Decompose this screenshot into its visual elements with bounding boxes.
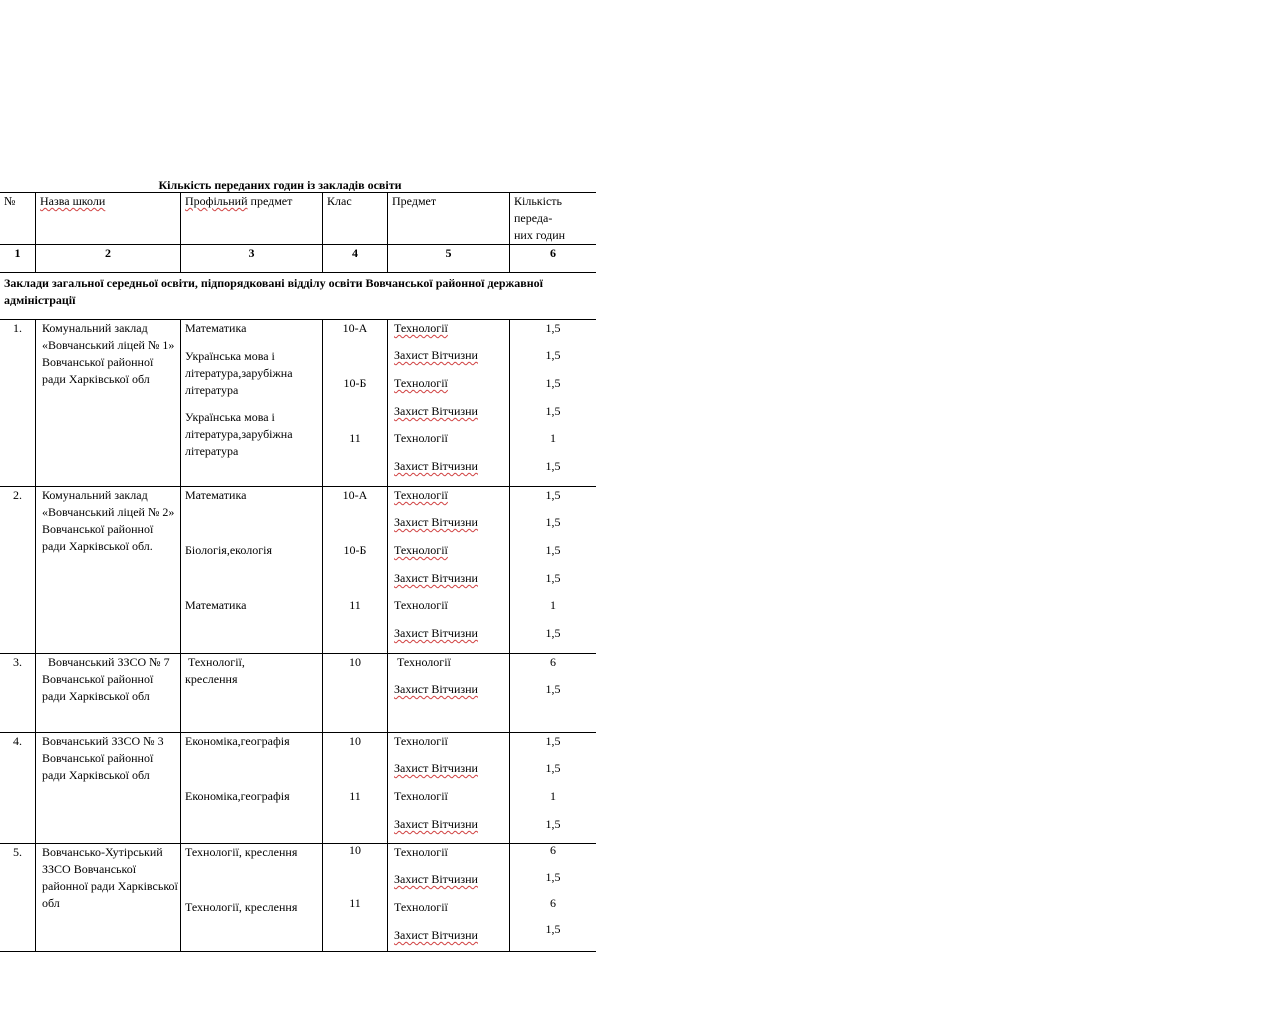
hours-value: 1,5	[545, 488, 561, 502]
header-subject-word: предмет	[247, 194, 293, 208]
profile-subject: Технології, креслення	[185, 655, 248, 686]
subject-value: Технології	[394, 900, 448, 914]
class-value: 11	[349, 598, 361, 612]
hours-value: 1,5	[545, 817, 561, 831]
subject-value: Захист Вітчизни	[394, 459, 478, 473]
header-subject: Предмет	[388, 193, 510, 245]
hours-value: 1	[550, 598, 556, 612]
subject-value: Захист Вітчизни	[394, 404, 478, 418]
profile-subject: Технології, креслення	[185, 845, 298, 859]
profile-subject: Математика	[185, 598, 247, 612]
class-value: 10	[349, 655, 361, 669]
subject-value: Захист Вітчизни	[394, 515, 478, 529]
profile-cell	[181, 733, 323, 844]
profile-subject: Біологія,екологія	[185, 543, 272, 557]
subject-cell	[388, 733, 510, 844]
subject-value: Захист Вітчизни	[394, 761, 478, 775]
hours-value: 1,5	[545, 761, 561, 775]
hours-value: 1,5	[545, 922, 561, 936]
class-cell	[323, 487, 388, 654]
hours-value: 1,5	[545, 870, 561, 884]
class-value: 10-Б	[343, 376, 367, 390]
header-hours-line: Кількість	[514, 194, 563, 208]
subject-value: Технології	[394, 543, 448, 557]
section-row	[0, 273, 596, 320]
profile-subject: Технології, креслення	[185, 900, 298, 914]
subject-value: Технології	[394, 488, 448, 502]
profile-subject: Економіка,географія	[185, 734, 290, 748]
subject-value: Захист Вітчизни	[394, 682, 478, 696]
hours-value: 1,5	[545, 376, 561, 390]
table-row	[0, 844, 596, 952]
class-cell	[323, 733, 388, 844]
hours-cell	[510, 733, 597, 844]
hours-value: 1,5	[545, 543, 561, 557]
header-profile-subject	[181, 193, 323, 245]
row-number: 1.	[0, 320, 36, 487]
header-school-label: Назва школи	[40, 194, 106, 208]
header-hours-line: переда-	[514, 211, 553, 225]
subject-value: Технології	[394, 845, 448, 859]
hours-value: 6	[550, 843, 556, 857]
column-number: 1	[0, 245, 36, 273]
subject-value: Технології	[394, 789, 448, 803]
subject-value: Захист Вітчизни	[394, 626, 478, 640]
header-hours-line: них годин	[514, 228, 566, 242]
hours-value: 1	[550, 789, 556, 803]
header-class: Клас	[323, 193, 388, 245]
subject-value: Захист Вітчизни	[394, 571, 478, 585]
table-row	[0, 733, 596, 844]
profile-subject: Математика	[185, 488, 247, 502]
class-value: 10	[349, 843, 361, 857]
hours-cell	[510, 654, 597, 733]
class-value: 10-Б	[343, 543, 367, 557]
profile-cell	[181, 320, 323, 487]
hours-cell	[510, 844, 597, 952]
hours-value: 1	[550, 431, 556, 445]
table-row	[0, 320, 596, 487]
subject-value: Захист Вітчизни	[394, 348, 478, 362]
subject-cell	[388, 654, 510, 733]
school-name: Комунальний заклад «Вовчанський ліцей № 2» Вовчанської районної ради Харківської обл.	[36, 487, 181, 654]
subject-value: Технології	[394, 321, 448, 335]
header-school-name	[36, 193, 181, 245]
row-number: 4.	[0, 733, 36, 844]
subject-cell	[388, 487, 510, 654]
column-number: 4	[323, 245, 388, 273]
class-value: 11	[349, 896, 361, 910]
subject-cell	[388, 844, 510, 952]
row-number: 2.	[0, 487, 36, 654]
class-cell	[323, 320, 388, 487]
column-number: 2	[36, 245, 181, 273]
row-number: 3.	[0, 654, 36, 733]
school-name: Вовчансько-Хутірський ЗЗСО Вовчанської районної ради Харківської обл	[36, 844, 181, 952]
subject-value: Технології	[394, 431, 448, 445]
profile-subject: Українська мова і література,зарубіжна література	[185, 410, 293, 458]
column-number-row	[0, 245, 596, 273]
profile-subject: Українська мова і література,зарубіжна література	[185, 349, 293, 397]
hours-value: 1,5	[545, 348, 561, 362]
hours-value: 1,5	[545, 404, 561, 418]
class-cell	[323, 654, 388, 733]
section-title: Заклади загальної середньої освіти, підпорядковані відділу освіти Вовчанської районної державної адміністрації	[0, 273, 596, 320]
class-cell	[323, 844, 388, 952]
school-name: Вовчанський ЗЗСО № 3 Вовчанської районної ради Харківської обл	[36, 733, 181, 844]
subject-value: Технології	[394, 655, 451, 669]
class-value: 10	[349, 734, 361, 748]
hours-value: 1,5	[545, 515, 561, 529]
subject-value: Технології	[394, 376, 448, 390]
subject-value: Захист Вітчизни	[394, 817, 478, 831]
hours-value: 1,5	[545, 734, 561, 748]
table-header-row	[0, 193, 596, 245]
class-value: 11	[349, 789, 361, 803]
hours-value: 6	[550, 896, 556, 910]
hours-table	[0, 192, 596, 952]
profile-cell	[181, 844, 323, 952]
header-profile-word: Профільний	[185, 194, 248, 208]
row-number: 5.	[0, 844, 36, 952]
hours-value: 1,5	[545, 321, 561, 335]
class-value: 10-А	[342, 488, 368, 502]
hours-value: 1,5	[545, 571, 561, 585]
hours-value: 6	[550, 655, 556, 669]
column-number: 3	[181, 245, 323, 273]
subject-cell	[388, 320, 510, 487]
school-name: Вовчанський ЗЗСО № 7 Вовчанської районної ради Харківської обл	[36, 654, 181, 733]
class-value: 11	[349, 431, 361, 445]
column-number: 5	[388, 245, 510, 273]
school-name: Комунальний заклад «Вовчанський ліцей № 1» Вовчанської районної ради Харківської обл	[36, 320, 181, 487]
hours-cell	[510, 320, 597, 487]
profile-subject: Економіка,географія	[185, 789, 290, 803]
table-row	[0, 487, 596, 654]
hours-value: 1,5	[545, 459, 561, 473]
class-value: 10-А	[342, 321, 368, 335]
profile-subject: Математика	[185, 321, 247, 335]
document-title: Кількість переданих годин із закладів освіти	[158, 178, 402, 192]
table-row	[0, 654, 596, 733]
header-number: №	[0, 193, 36, 245]
profile-cell	[181, 654, 323, 733]
hours-value: 1,5	[545, 626, 561, 640]
subject-value: Захист Вітчизни	[394, 928, 478, 942]
column-number: 6	[510, 245, 597, 273]
hours-value: 1,5	[545, 682, 561, 696]
subject-value: Технології	[394, 598, 448, 612]
subject-value: Захист Вітчизни	[394, 872, 478, 886]
profile-cell	[181, 487, 323, 654]
header-hours	[510, 193, 597, 245]
hours-cell	[510, 487, 597, 654]
subject-value: Технології	[394, 734, 448, 748]
